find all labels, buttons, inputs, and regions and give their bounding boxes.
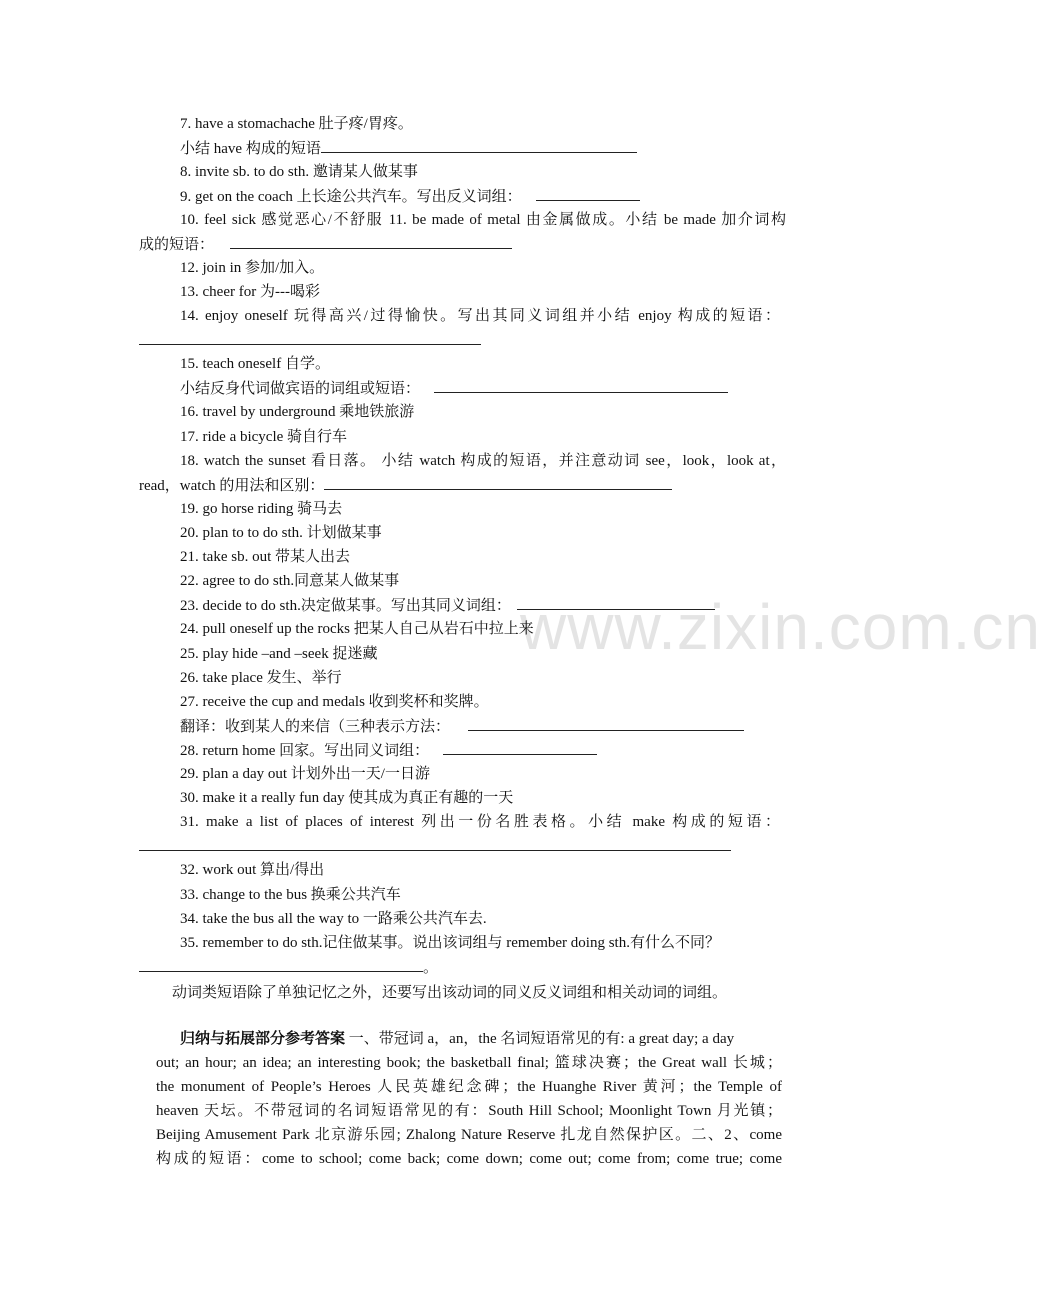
summary-note: 动词类短语除了单独记忆之外，还要写出该动词的同义反义词组和相关动词的词组。 [172, 985, 728, 1001]
line-15: 15. teach oneself 自学。 [180, 356, 330, 372]
line-14-blank [139, 330, 481, 351]
answer-blank[interactable] [536, 186, 640, 201]
line-16: 16. travel by underground 乘地铁旅游 [180, 404, 415, 420]
line-31: 31. make a list of places of interest 列出一份名胜表格。小结 make 构成的短语： [180, 814, 780, 830]
answer-blank[interactable] [517, 595, 715, 610]
answer-blank[interactable] [443, 740, 597, 755]
line-33: 33. change to the bus 换乘公共汽车 [180, 887, 401, 903]
line-13: 13. cheer for 为---喝彩 [180, 284, 320, 300]
answers-heading: 归纳与拓展部分参考答案 [180, 1031, 346, 1047]
answer-blank[interactable] [139, 836, 731, 851]
line-translate: 翻译：收到某人的来信（三种表示方法： [180, 716, 744, 737]
line-7: 7. have a stomachache 肚子疼/胃疼。 [180, 116, 413, 132]
answer-blank[interactable] [324, 475, 672, 490]
answer-blank[interactable] [434, 378, 728, 393]
answer-blank[interactable] [321, 138, 637, 153]
line-9: 9. get on the coach 上长途公共汽车。写出反义词组： [180, 186, 640, 207]
line-reflexive-summary: 小结反身代词做宾语的词组或短语： [180, 378, 728, 399]
line-30: 30. make it a really fun day 使其成为真正有趣的一天 [180, 790, 514, 806]
line-20: 20. plan to to do sth. 计划做某事 [180, 525, 382, 541]
watermark: www.zixin.com.cn [520, 591, 1041, 663]
line-10-11: 10. feel sick 感觉恶心/不舒服 11. be made of metal 由金属做成。小结 be made 加介词构 [180, 212, 786, 228]
line-14: 14. enjoy oneself 玩得高兴/过得愉快。写出其同义词组并小结 enjoy 构成的短语： [180, 308, 780, 324]
line-12: 12. join in 参加/加入。 [180, 260, 325, 276]
line-35: 35. remember to do sth.记住做某事。说出该词组与 remember doing sth.有什么不同？ [180, 935, 720, 951]
line-19: 19. go horse riding 骑马去 [180, 501, 343, 517]
answers-line: 构成的短语：come to school; come back; come down; come out; come from; come true; come [156, 1151, 782, 1167]
line-18-cont: read，watch 的用法和区别： [139, 475, 672, 496]
line-34: 34. take the bus all the way to 一路乘公共汽车去. [180, 911, 487, 927]
answers-first-line: 归纳与拓展部分参考答案 一、带冠词 a，an，the 名词短语常见的有: a great day; a day [180, 1031, 735, 1047]
answers-line: heaven 天坛。不带冠词的名词短语常见的有：South Hill School; Moonlight Town 月光镇； [156, 1103, 782, 1119]
line-17: 17. ride a bicycle 骑自行车 [180, 429, 348, 445]
line-26: 26. take place 发生、举行 [180, 670, 342, 686]
line-have-summary: 小结 have 构成的短语 [180, 138, 637, 159]
line-8: 8. invite sb. to do sth. 邀请某人做某事 [180, 164, 418, 180]
line-25: 25. play hide –and –seek 捉迷藏 [180, 646, 378, 662]
line-22: 22. agree to do sth.同意某人做某事 [180, 573, 400, 589]
line-29: 29. plan a day out 计划外出一天/一日游 [180, 766, 430, 782]
line-28: 28. return home 回家。写出同义词组： [180, 740, 597, 761]
line-21: 21. take sb. out 带某人出去 [180, 549, 350, 565]
line-be-made-summary: 成的短语： [139, 234, 512, 255]
answer-blank[interactable] [468, 716, 744, 731]
line-32: 32. work out 算出/得出 [180, 862, 325, 878]
answer-blank[interactable] [139, 957, 423, 972]
answers-line: out; an hour; an idea; an interesting book; the basketball final; 篮球决赛；the Great wall 长城； [156, 1055, 782, 1071]
line-31-blank [139, 836, 731, 857]
line-23: 23. decide to do sth.决定做某事。写出其同义词组： [180, 595, 715, 616]
answer-blank[interactable] [139, 330, 481, 345]
line-18: 18. watch the sunset 看日落。 小结 watch 构成的短语，并注意动词 see，look，look at， [180, 453, 786, 469]
answers-line: the monument of People’s Heroes 人民英雄纪念碑；the Huanghe River 黄河；the Temple of [156, 1079, 782, 1095]
line-35-blank: 。 [139, 957, 438, 978]
line-24: 24. pull oneself up the rocks 把某人自己从岩石中拉上来 [180, 621, 534, 637]
answer-blank[interactable] [230, 234, 512, 249]
answers-line: Beijing Amusement Park 北京游乐园; Zhalong Nature Reserve 扎龙自然保护区。二、2、come [156, 1127, 782, 1143]
line-27: 27. receive the cup and medals 收到奖杯和奖牌。 [180, 694, 489, 710]
